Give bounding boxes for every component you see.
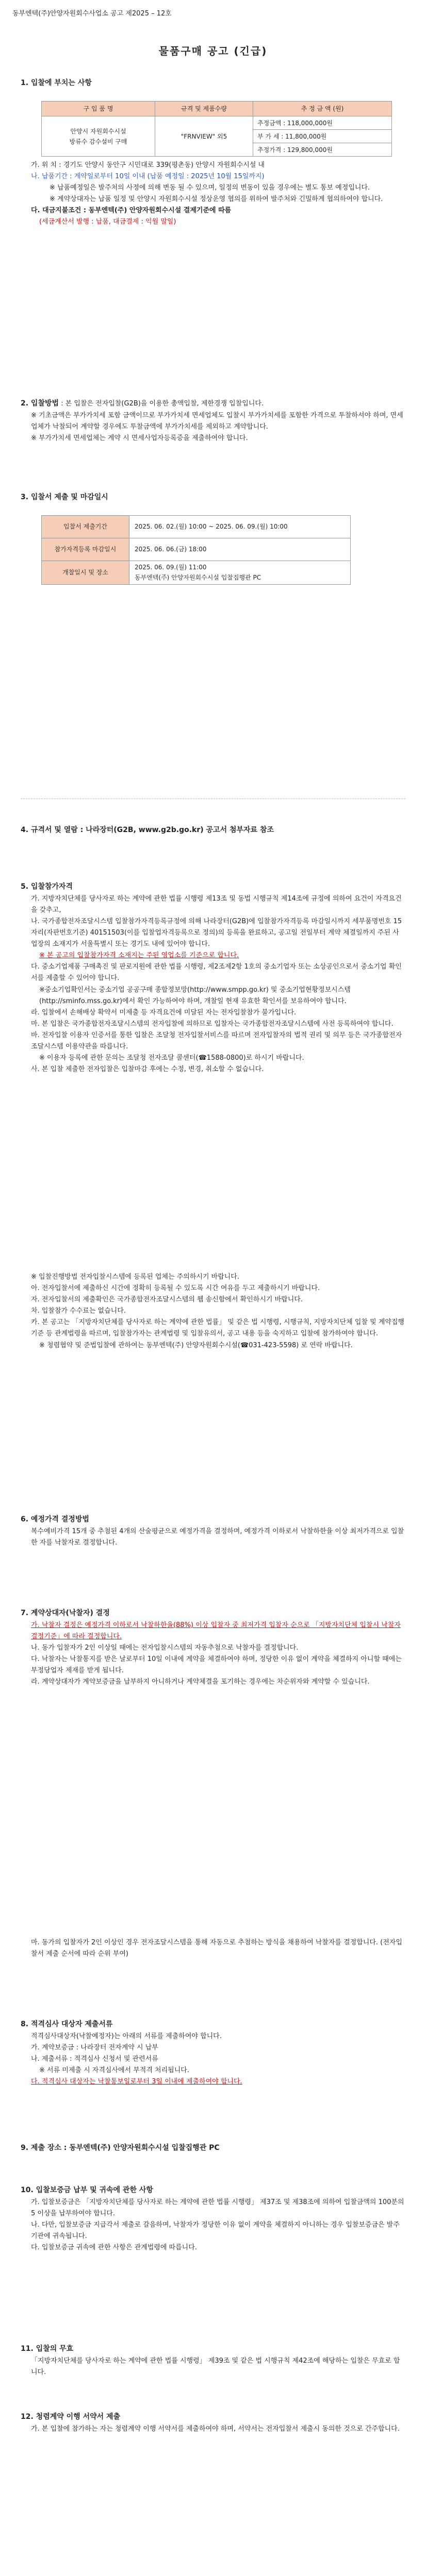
section-6-title: 6. 예정가격 결정방법 bbox=[21, 1515, 89, 1523]
section-5-continued bbox=[21, 1272, 405, 1351]
location-note: 가. 위 치 : 경기도 안양시 동안구 시민대로 339(평촌동) 안양시 자원회수시설 내 bbox=[31, 161, 265, 169]
schedule-label: 입찰서 제출기간 bbox=[42, 516, 129, 538]
list-item: 가. 입찰보증금은 「지방자치단체를 당사자로 하는 계약에 관한 법률 시행령」 제37조 및 제38조에 의하여 입찰금액의 100분의 5 이상을 납부하여야 합니다. bbox=[31, 2198, 404, 2217]
list-item: ※ 서류 미제출 시 자격심사에서 부적격 처리됩니다. bbox=[39, 2066, 189, 2075]
list-item: ※ 청렴협약 및 준법입찰에 관하여는 동부엔텍(주) 안양자원회수시설(☎031-423-5598) 로 연락 바랍니다. bbox=[39, 1341, 353, 1349]
section-7-title: 7. 계약상대자(낙찰자) 결정 bbox=[21, 1609, 110, 1617]
section-6 bbox=[21, 1514, 405, 1549]
section-4-title: 4. 규격서 및 열람 : 나라장터(G2B, www.g2b.go.kr) 공고서 첨부자료 참조 bbox=[21, 826, 274, 834]
section-12 bbox=[21, 2411, 405, 2435]
list-item: 나. 국가종합전자조달시스템 입찰참가자격등록규정에 의해 나라장터(G2B)에 입찰참가자격등록 마감일시까지 세부품명번호 15자리(자판번호기준) 40151503(이를 입찰업자격등록으로 정의)의 등록을 완료하고, 공고일 전일부터 계약 체결일까지 주된 사업장의 소재지가 서울특별시 또는 경기도 내에 있어야 합니다. bbox=[31, 917, 402, 948]
list-item: 다. 적격심사 대상자는 낙찰통보일로부터 3일 이내에 제출하여야 합니다. bbox=[31, 2078, 242, 2086]
schedule-label: 참가자격등록 마감일시 bbox=[42, 538, 129, 561]
section-6-body: 복수예비가격 15개 중 추첨된 4개의 산술평균으로 예정가격을 결정하며, 예정가격 이하로서 낙찰하한율 이상 최저가격으로 입찰한 자를 낙찰자로 결정합니다. bbox=[31, 1527, 404, 1547]
list-item: 가. 계약보증금 : 나라장터 전자계약 시 납부 bbox=[31, 2043, 158, 2052]
section-3 bbox=[21, 492, 405, 504]
amount-value: : 11,800,000원 bbox=[281, 132, 327, 140]
header-amount: 추 정 금 액 (원) bbox=[253, 101, 392, 116]
section-10 bbox=[21, 2184, 405, 2253]
section-8-intro: 적격심사대상자(낙찰예정자)는 아래의 서류를 제출하여야 합니다. bbox=[31, 2032, 222, 2040]
list-item: 아. 전자입찰서에 제출하신 시간에 정확히 등록될 수 있도록 시간 여유를 두고 제출하시기 바랍니다. bbox=[31, 1284, 320, 1293]
item-name-cell bbox=[42, 116, 155, 157]
section-12-body: 가. 본 입찰에 참가하는 자는 청렴계약 이행 서약서를 제출하여야 하며, 서약서는 전자입찰서 제출시 동의한 것으로 간주합니다. bbox=[31, 2425, 400, 2433]
section-5 bbox=[21, 881, 405, 1075]
list-item: 마. 본 입찰은 국가종합전자조달시스템의 전자입찰에 의하므로 입찰자는 국가종합전자조달시스템에 사전 등록하여야 합니다. bbox=[31, 1020, 394, 1028]
list-item: 차. 입찰참가 수수료는 없습니다. bbox=[31, 1307, 126, 1315]
section-2-body: : 본 입찰은 전자입찰(G2B)을 이용한 총액입찰, 제한경쟁 입찰입니다. bbox=[61, 400, 264, 408]
section-2-title: 2. 입찰방법 bbox=[21, 399, 59, 408]
list-item: 나. 다만, 입찰보증금 지급각서 제출로 갈음하며, 낙찰자가 정당한 이유 없이 계약을 체결하지 아니하는 경우 입찰보증금은 발주기관에 귀속됩니다. bbox=[31, 2221, 400, 2241]
amount-value: : 129,800,000원 bbox=[283, 146, 333, 154]
section-1-notes bbox=[21, 160, 405, 228]
document-number: 동부엔텍(주)안양자원회수사업소 공고 제2025 – 12호 bbox=[12, 10, 172, 18]
amount-cell bbox=[253, 130, 392, 143]
list-item: 다. 중소기업제품 구매촉진 및 판로지원에 관한 법률 시행령, 제2조제2항 1호의 중소기업자 또는 소상공인으로서 중소기업 확인서를 제출할 수 있어야 합니다. bbox=[31, 963, 402, 982]
amount-cell bbox=[253, 116, 392, 130]
section-4 bbox=[21, 824, 405, 837]
spec-cell: "FRNVIEW" 외5 bbox=[155, 116, 253, 157]
list-item: 카. 본 공고는 「지방자치단체를 당사자로 하는 계약에 관한 법률」 및 같은 법 시행령, 시행규칙, 지방자치단체 입찰 및 계약집행기준 등 관계법령을 따르며, 입찰참가자는 관계법령 및 입찰유의서, 공고 내용 등을 숙지하고 입찰에 참가하여야 합니다. bbox=[31, 1318, 404, 1338]
list-item: 마. 동가의 입찰자가 2인 이상인 경우 전자조달시스템을 통해 자동으로 추첨하는 방식을 채용하여 낙찰자를 결정합니다. (전자입찰서 제출 순서에 따라 순위 부여) bbox=[31, 1939, 402, 1958]
section-12-title: 12. 청렴계약 이행 서약서 제출 bbox=[21, 2413, 121, 2421]
list-item: 나. 제출서류 : 적격심사 신청서 및 관련서류 bbox=[31, 2055, 158, 2063]
list-item: 다. 입찰보증금 귀속에 관한 사항은 관계법령에 따릅니다. bbox=[31, 2244, 197, 2252]
table-row bbox=[42, 561, 351, 585]
delivery-subnote-1: ※ 납품예정일은 발주처의 사정에 의해 변동 될 수 있으며, 일정의 변동이 있을 경우에는 별도 통보 예정입니다. bbox=[50, 184, 370, 192]
section-2-note-1: ※ 기초금액은 부가가치세 포함 금액이므로 부가가치세 면세업체도 입찰시 부가가치세를 포함한 가격으로 투찰하셔야 하며, 면세업체가 낙찰되어 계약할 경우에도 투찰금액에 부가가치세를 제외하고 계약합니다. bbox=[31, 411, 403, 431]
section-1 bbox=[21, 77, 405, 90]
item-name-line-1: 안양시 자원회수시설 bbox=[70, 127, 126, 135]
section-7 bbox=[21, 1607, 405, 1688]
section-11-body: 「지방자치단체를 당사자로 하는 계약에 관한 법률 시행령」 제39조 및 같은 법 시행규칙 제42조에 해당하는 입찰은 무효로 합니다. bbox=[31, 2357, 400, 2376]
page-title: 물품구매 공고 (긴급) bbox=[158, 45, 268, 57]
table-header-row bbox=[42, 101, 392, 116]
opening-place: 동부엔텍(주) 안양자원회수시설 입찰집행관 PC bbox=[135, 574, 261, 582]
amount-label: 추정가격 bbox=[257, 146, 282, 154]
amount-cell bbox=[253, 143, 392, 157]
section-11-title: 11. 입찰의 무효 bbox=[21, 2345, 74, 2353]
payment-note: 다. 대금지불조건 : 동부엔텍(주) 안양자원회수시설 결제기준에 따름 bbox=[31, 207, 232, 215]
schedule-value: 2025. 06. 06.(금) 18:00 bbox=[129, 538, 351, 561]
table-row bbox=[42, 516, 351, 538]
section-9 bbox=[21, 2142, 405, 2155]
section-8 bbox=[21, 2019, 405, 2088]
list-item bbox=[31, 1620, 405, 1642]
list-item: 가. 지방자치단체를 당사자로 하는 계약에 관한 법률 시행령 제13조 및 동법 시행규칙 제14조에 규정에 의하여 요건이 자격요건을 갖추고, bbox=[31, 894, 402, 914]
section-11 bbox=[21, 2343, 405, 2378]
section-2-line bbox=[21, 398, 405, 410]
schedule-value bbox=[129, 561, 351, 585]
delivery-note bbox=[31, 171, 405, 182]
section-2-note-2: ※ 부가가치세 면세업체는 계약 시 면세사업자등록증을 제출하여야 합니다. bbox=[31, 434, 248, 442]
list-item: 라. 계약상대자가 계약보증금을 납부하지 아니하거나 계약체결을 포기하는 경우에는 차순위자와 계약할 수 있습니다. bbox=[31, 1678, 370, 1686]
list-item: 라. 입찰에서 손해배상 확약서 미제출 등 자격요건에 미달된 자는 전자입찰참가 불가입니다. bbox=[31, 1008, 297, 1016]
delivery-subnote-2: ※ 계약상대자는 납품 일정 및 안양시 자원회수시설 정상운영 협의를 위하여 발주처와 긴밀하게 협의하여야 합니다. bbox=[50, 195, 383, 204]
list-item: ※ 입찰진행방법 전자입찰시스템에 등록된 업체는 주의하시기 바랍니다. bbox=[31, 1273, 240, 1281]
list-item: 다. 낙찰자는 낙찰통지를 받은 날로부터 10일 이내에 계약을 체결하여야 하며, 정당한 이유 없이 계약을 체결하지 아니할 때에는 부정당업자 제재를 받게 됩니다. bbox=[31, 1655, 402, 1675]
header-spec: 규격 및 제품수량 bbox=[155, 101, 253, 116]
list-item: 사. 본 입찰 제출한 전자입찰은 입찰마감 후에는 수정, 변경, 취소할 수 없습니다. bbox=[31, 1065, 264, 1074]
table-row bbox=[42, 116, 392, 130]
schedule-value: 2025. 06. 02.(월) 10:00 ~ 2025. 06. 09.(월) 10:00 bbox=[129, 516, 351, 538]
section-2 bbox=[21, 398, 405, 444]
opening-date: 2025. 06. 09.(월) 11:00 bbox=[135, 564, 207, 571]
header-item-name: 구 입 품 명 bbox=[42, 101, 155, 116]
section-9-title: 9. 제출 장소 : 동부엔텍(주) 안양자원회수시설 입찰집행관 PC bbox=[21, 2144, 220, 2152]
section-8-title: 8. 적격심사 대상자 제출서류 bbox=[21, 2020, 113, 2028]
list-item: 자. 전자입찰서의 제출확인은 국가종합전자조달시스템의 웹 송신함에서 확인하시기 바랍니다. bbox=[31, 1296, 303, 1304]
schedule-table bbox=[41, 515, 351, 585]
list-item: ※중소기업확인서는 중소기업 공공구매 종합정보망(http://www.smpp.go.kr) 및 중소기업현황정보시스템(http://sminfo.mss.go.kr)에서 확인 가능하여야 하며, 개찰일 현재 유효한 확인서를 보유하여야 합니다. bbox=[39, 986, 351, 1005]
list-item: 바. 전자입찰 이용자 인증서를 통한 입찰은 조달청 전자입찰서비스를 따르며 전자입찰자의 법적 권리 및 의무 등은 국가종합전자조달시스템 이용약관을 따릅니다. bbox=[31, 1031, 402, 1051]
award-criteria: 가. 낙찰자 결정은 예정가격 이하로서 낙찰하한율(88%) 이상 입찰자 중 최저가격 입찰자 순으로 「지방자치단체 입찰시 낙찰자 결정기준」에 따라 결정합니다. bbox=[31, 1621, 401, 1640]
amount-label: 추정금액 bbox=[257, 119, 282, 127]
section-1-title: 1. 입찰에 부치는 사항 bbox=[21, 79, 92, 87]
payment-subnote: (세금계산서 발행 : 납품, 대금결제 : 익월 말일) bbox=[39, 218, 176, 226]
amount-value: : 118,000,000원 bbox=[283, 119, 333, 127]
section-10-title: 10. 입찰보증금 납부 및 귀속에 관한 사항 bbox=[21, 2186, 153, 2194]
item-table bbox=[41, 101, 392, 157]
list-item: ※ 이용자 등록에 관한 문의는 조달청 전자조달 콜센터(☎1588-0800)로 하시기 바랍니다. bbox=[39, 1054, 304, 1062]
section-7-tail bbox=[21, 1937, 405, 1960]
list-item: ※ 본 공고의 입찰참가자격 소재지는 주된 영업소를 기준으로 합니다. bbox=[39, 952, 239, 960]
delivery-text: 나. 납품기간 : 계약일로부터 10일 이내 (납품 예정일 : 2025년 10월 15일까지) bbox=[31, 173, 265, 181]
table-row bbox=[42, 538, 351, 561]
schedule-label: 개찰일시 및 장소 bbox=[42, 561, 129, 585]
section-5-title: 5. 입찰참가자격 bbox=[21, 883, 73, 891]
list-item: 나. 동가 입찰자가 2인 이상일 때에는 전자입찰시스템의 자동추첨으로 낙찰자를 결정합니다. bbox=[31, 1643, 299, 1652]
section-3-title: 3. 입찰서 제출 및 마감일시 bbox=[21, 493, 108, 501]
amount-label: 부 가 세 bbox=[257, 132, 280, 140]
item-name-line-2: 방류수 감수설비 구매 bbox=[69, 138, 127, 145]
